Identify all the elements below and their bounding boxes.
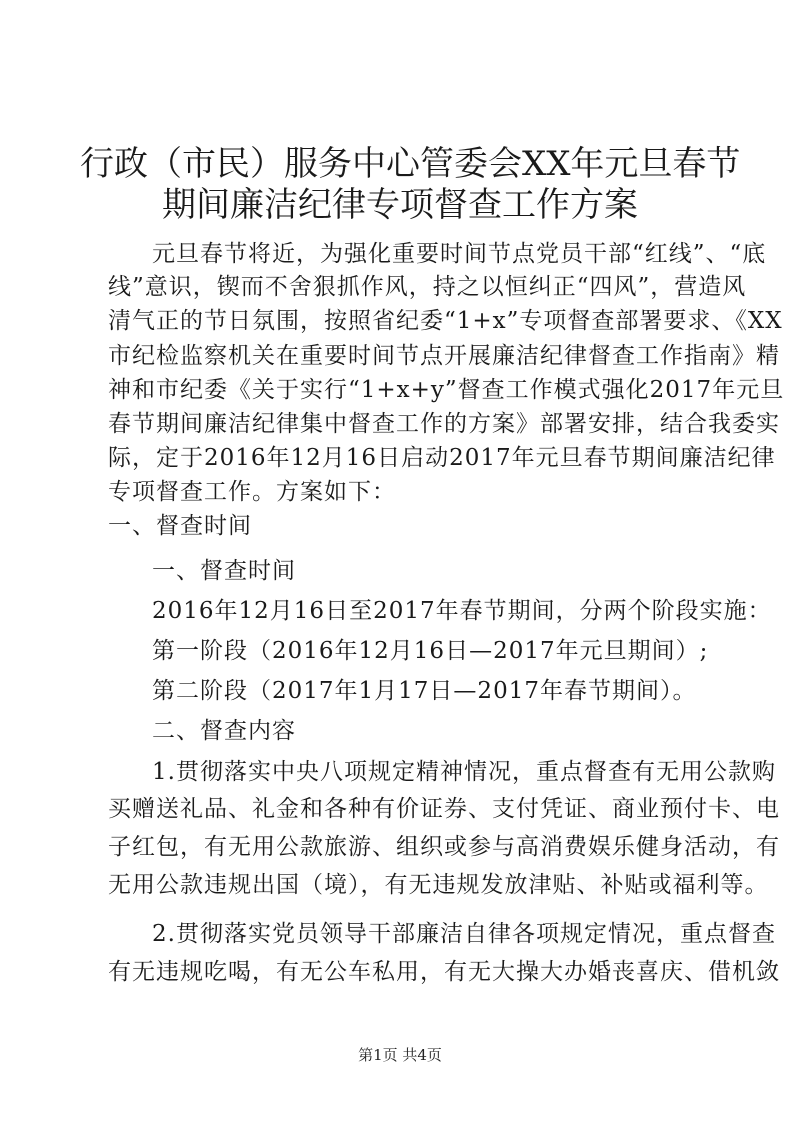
body-line: 子红包，有无用公款旅游、组织或参与高消费娱乐健身活动，有 [108,834,780,860]
page-number-footer: 第1页 共4页 [358,1046,442,1064]
body-line: 2.贯彻落实党员领导干部廉洁自律各项规定情况，重点督查 [152,921,776,947]
body-line: 有无违规吃喝，有无公车私用，有无大操大办婚丧喜庆、借机敛 [108,959,780,985]
body-line: 买赠送礼品、礼金和各种有价证券、支付凭证、商业预付卡、电 [108,796,780,822]
body-line: 春节期间廉洁纪律集中督查工作的方案》部署安排，结合我委实 [108,411,780,437]
body-line: 市纪检监察机关在重要时间节点开展廉洁纪律督查工作指南》精 [108,343,780,369]
body-line: 元旦春节将近，为强化重要时间节点党员干部“红线”、“底 [152,241,767,267]
body-line: 专项督查工作。方案如下： [108,479,396,505]
body-line: 一、督查时间 [108,513,252,539]
body-line: 清气正的节日氛围，按照省纪委“1+x”专项督查部署要求、《XX [108,308,783,334]
document-title-line-1: 行政（市民）服务中心管委会XX年元旦春节 [80,144,741,184]
body-line: 无用公款违规出国（境），有无违规发放津贴、补贴或福利等。 [108,872,769,898]
body-line: 第一阶段（2016年12月16日—2017年元旦期间）; [152,638,709,664]
body-line: 际，定于2016年12月16日启动2017年元旦春节期间廉洁纪律 [108,445,776,471]
section-heading-1: 一、督查时间 [152,558,296,584]
document-title-line-2: 期间廉洁纪律专项督查工作方案 [162,185,638,225]
body-line: 神和市纪委《关于实行“1+x+y”督查工作模式强化2017年元旦 [108,377,785,403]
body-line: 1.贯彻落实中央八项规定精神情况，重点督查有无用公款购 [152,759,776,785]
body-line: 第二阶段（2017年1月17日—2017年春节期间）。 [152,678,697,704]
body-line: 线”意识，锲而不舍狠抓作风，持之以恒纠正“四风”，营造风 [108,274,747,300]
body-line: 2016年12月16日至2017年春节期间，分两个阶段实施： [152,598,772,624]
section-heading-2: 二、督查内容 [152,718,296,744]
